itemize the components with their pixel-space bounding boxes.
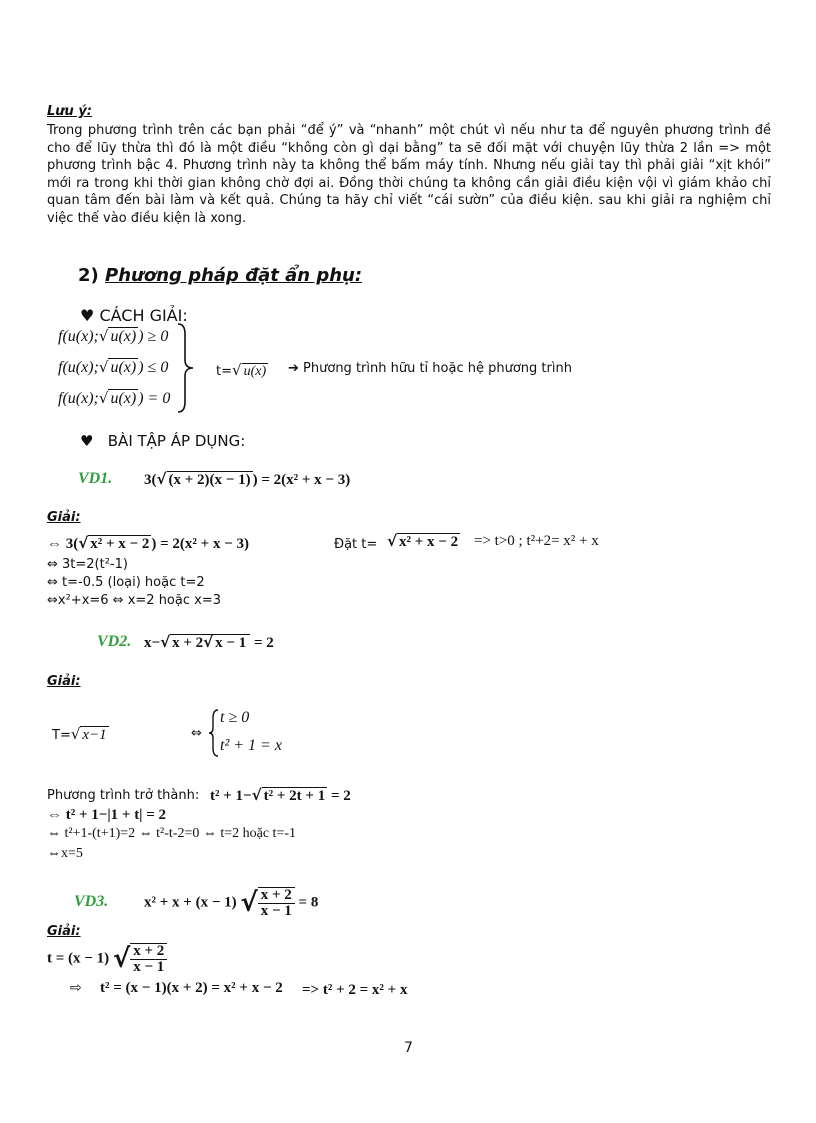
vd1-solution-title: Giải: [47,510,81,525]
method-form-2: f(u(x);√ u(x) ) ≤ 0 [58,358,169,376]
vd1-substitution-rest: => t>0 ; t²+2= x² + x [474,533,599,549]
vd1-substitution: Đặt t= [334,537,378,552]
note-title: Lưu ý: [47,104,92,119]
vd1-step3: ⇔ t=-0.5 (loại) hoặc t=2 [47,575,205,590]
section-title [78,265,362,286]
vd2-equiv: ⇔ [191,726,202,741]
method-heading-text: CÁCH GIẢI: [99,306,188,325]
vd2-label: VD2. [97,633,132,650]
vd2-step1: ⇔ t² + 1−|1 + t| = 2 [47,807,167,823]
vd1-step2: ⇔ 3t=2(t²-1) [47,557,128,572]
heart-icon: ♥ [80,432,94,450]
vd1-label: VD1. [78,470,113,487]
right-brace [175,322,197,414]
vd3-label: VD3. [74,893,109,910]
exercises-heading: ♥ BÀI TẬP ÁP DỤNG: [80,432,246,450]
vd3-step: t² = (x − 1)(x + 2) = x² + x − 2 [100,980,283,996]
vd3-solution-title: Giải: [47,924,81,939]
method-result: ➔ Phương trình hữu tỉ hoặc hệ phương trình [288,361,572,376]
vd2-becomes-equation: t² + 1−√ t² + 2t + 1 = 2 [210,786,351,804]
vd1-equation: 3(√ (x + 2)(x − 1) ) = 2(x² + x − 3) [144,470,351,488]
vd3-t-def: t = (x − 1) √ $\frac{x + 2}{x - 1}$ [47,943,167,975]
vd3-equation: x² + x + (x − 1) √ $\frac{x + 2}{x - 1}$ = 8 [144,887,319,919]
vd3-step-arrow: ⇨ [70,980,82,996]
substitution: t=√ u(x) [216,361,267,379]
method-heading [80,306,188,325]
vd2-t-def: T=√ x−1 [52,725,107,743]
left-brace [208,708,220,758]
method-form-3: f(u(x);√ u(x) ) = 0 [58,389,171,407]
vd2-system-1: t ≥ 0 [220,709,250,726]
note-paragraph: Trong phương trình trên các bạn phải “để ý” và “nhanh” một chút vì nếu như ta để nguyên phương trình đề cho để lũy thừa thì đó là một điều “không còn gì dại bằng” ta sẽ đối mặt với chuyện lũy thừa 2 lần => một phương trình bậc 4. Phương trình này ta không thể bấm máy tính. Nhưng nếu giải tay thì phải giải “xịt khói” mới ra trong khi thời gian không chờ đợi ai. Đồng thời chúng ta không cần giải điều kiện vội vì giám khảo chỉ quan tâm đến bài làm và kết quả. Chúng ta hãy chỉ viết “cái sườn” của điều kiện. sau khi giải ra nghiệm chỉ việc thế vào điều kiện là xong. [47,123,771,226]
vd2-step2: ⇔ t²+1-(t+1)=2 ⇔ t²-t-2=0 ⇔ t=2 hoặc t=-1 [47,826,297,841]
vd2-system-2: t² + 1 = x [220,737,282,754]
vd2-equation: x−√ x + 2√ x − 1 = 2 [144,633,274,651]
heart-icon: ♥ [80,306,95,325]
vd2-solution-title: Giải: [47,674,81,689]
page-number: 7 [404,1040,413,1056]
vd1-substitution-root: √ x² + x − 2 [387,532,459,550]
method-form-1: f(u(x);√ u(x) ) ≥ 0 [58,327,169,345]
vd1-step4: ⇔x²+x=6 ⇔ x=2 hoặc x=3 [47,593,221,608]
vd2-becomes-label: Phương trình trở thành: [47,788,200,803]
vd2-step3: ⇔x=5 [47,846,83,861]
section-title-text: Phương pháp đặt ẩn phụ: [105,265,363,286]
arrow-right-icon: ➔ [288,361,299,376]
section-number: 2) [78,265,99,286]
vd1-step1: ⇔ 3(√ x² + x − 2 ) = 2(x² + x − 3) [47,534,249,552]
vd3-step-b: => t² + 2 = x² + x [302,982,408,998]
